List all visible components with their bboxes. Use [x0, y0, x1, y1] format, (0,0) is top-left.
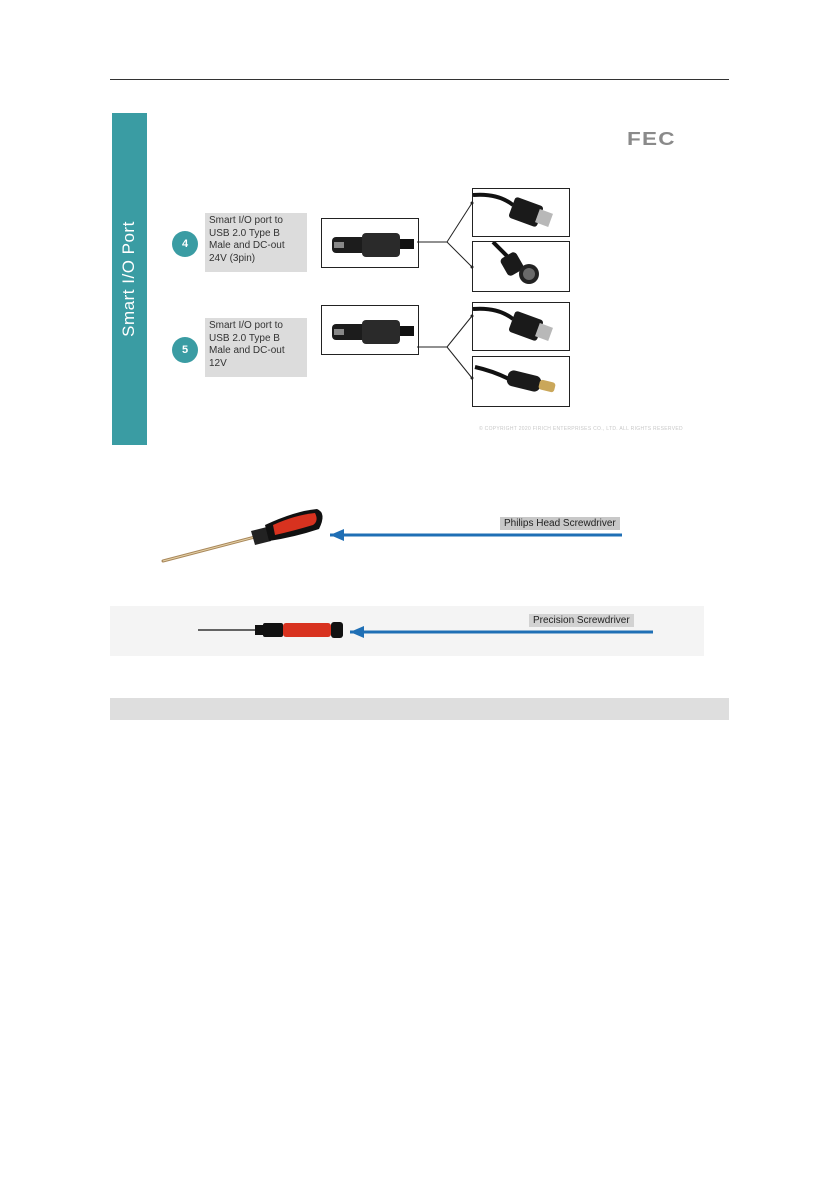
usb-type-c-connector-icon — [322, 219, 418, 267]
slide-sidebar — [112, 113, 147, 445]
usb-type-b-connector-icon — [473, 303, 569, 350]
dc-3pin-connector-photo — [472, 241, 570, 292]
precision-screwdriver-label: Precision Screwdriver — [529, 614, 634, 627]
header-rule — [110, 79, 729, 80]
description-line: Smart I/O port to — [209, 215, 283, 226]
dc-3pin-connector-icon — [473, 242, 569, 291]
item-description — [205, 318, 307, 377]
description-line: Smart I/O port to — [209, 320, 283, 331]
item-description — [205, 213, 307, 272]
description-line: 24V (3pin) — [209, 252, 256, 264]
sidebar-title: Smart I/O Port — [119, 221, 138, 337]
precision-screwdriver-figure — [110, 606, 704, 656]
dc-barrel-connector-icon — [473, 357, 569, 406]
dc-barrel-connector-photo — [472, 356, 570, 407]
copyright-text: © COPYRIGHT 2020 FIRICH ENTERPRISES CO., LTD. ALL RIGHTS RESERVED — [479, 426, 683, 432]
fec-logo: FEC — [627, 129, 676, 149]
usb-type-c-connector-icon — [322, 306, 418, 354]
philips-screwdriver-icon — [155, 495, 635, 570]
usb-type-b-connector-icon — [473, 189, 569, 236]
item-number-badge: 5 — [172, 337, 198, 363]
philips-screwdriver-label: Philips Head Screwdriver — [500, 517, 620, 530]
smart-io-slide — [112, 113, 702, 445]
usb-type-b-connector-photo — [472, 188, 570, 237]
item-number-badge: 4 — [172, 231, 198, 257]
description-line: Male and DC-out — [209, 240, 285, 251]
description-line: 12V — [209, 357, 227, 369]
usb-type-c-connector-photo — [321, 305, 419, 355]
description-line: USB 2.0 Type B — [209, 332, 280, 344]
section-header-bar — [110, 698, 729, 720]
description-line: USB 2.0 Type B — [209, 227, 280, 239]
connector-split-lines — [417, 193, 477, 293]
philips-screwdriver-figure — [155, 495, 635, 570]
description-line: Male and DC-out — [209, 345, 285, 356]
connector-split-lines — [417, 306, 477, 406]
usb-type-c-connector-photo — [321, 218, 419, 268]
usb-type-b-connector-photo — [472, 302, 570, 351]
